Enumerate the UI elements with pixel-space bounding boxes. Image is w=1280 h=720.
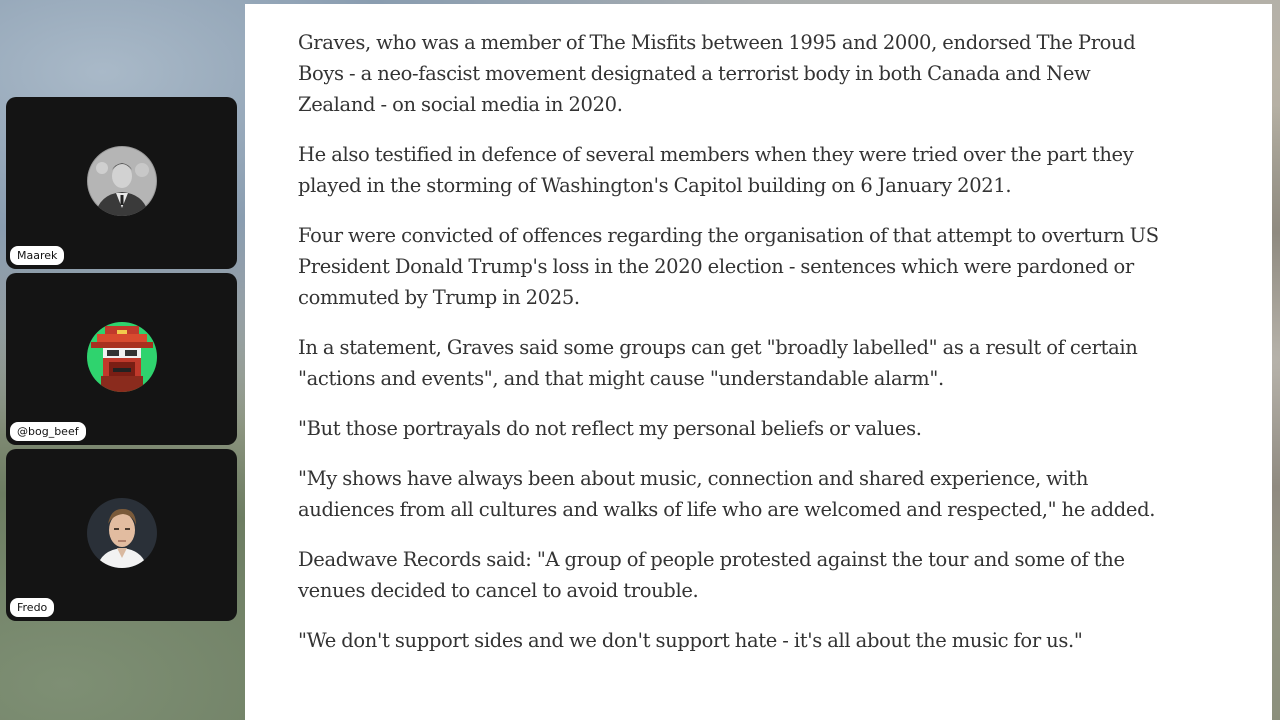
participant-tile-bog-beef[interactable] bbox=[6, 273, 237, 445]
man-portrait-icon bbox=[87, 498, 157, 568]
article-paragraph: In a statement, Graves said some groups can get "broadly labelled" as a result of certain "actions and events", and that might cause "understandable alarm". bbox=[298, 336, 1138, 390]
participant-tiles bbox=[6, 97, 237, 625]
article-paragraph: Four were convicted of offences regarding the organisation of that attempt to overturn US President Donald Trump's loss in the 2020 election - sentences which were pardoned or commuted by Trump in 2025. bbox=[298, 224, 1159, 309]
article-paragraph: "My shows have always been about music, connection and shared experience, with audiences from all cultures and walks of life who are welcomed and respected," he added. bbox=[298, 467, 1156, 521]
participant-tile-maarek[interactable] bbox=[6, 97, 237, 269]
participant-name-badge: @bog_beef bbox=[10, 422, 86, 441]
article-paragraph: He also testified in defence of several members when they were tried over the part they played in the storming of Washington's Capitol building on 6 January 2021. bbox=[298, 143, 1134, 197]
participant-name-badge: Fredo bbox=[10, 598, 54, 617]
grayscale-man-in-suit-icon bbox=[87, 146, 157, 216]
article-paragraph: Deadwave Records said: "A group of people protested against the tour and some of the venues decided to cancel to avoid trouble. bbox=[298, 548, 1125, 602]
participant-name-badge: Maarek bbox=[10, 246, 64, 265]
article-paragraph: "We don't support sides and we don't support hate - it's all about the music for us." bbox=[298, 629, 1083, 652]
participant-tile-fredo[interactable] bbox=[6, 449, 237, 621]
article-content bbox=[245, 4, 1272, 720]
article-paragraph: Graves, who was a member of The Misfits between 1995 and 2000, endorsed The Proud Boys - a neo-fascist movement designated a terrorist body in both Canada and New Zealand - on social media in 2020. bbox=[298, 31, 1136, 116]
article-paragraph: "But those portrayals do not reflect my personal beliefs or values. bbox=[298, 417, 922, 440]
pixel-art-hat-face-icon bbox=[87, 322, 157, 392]
